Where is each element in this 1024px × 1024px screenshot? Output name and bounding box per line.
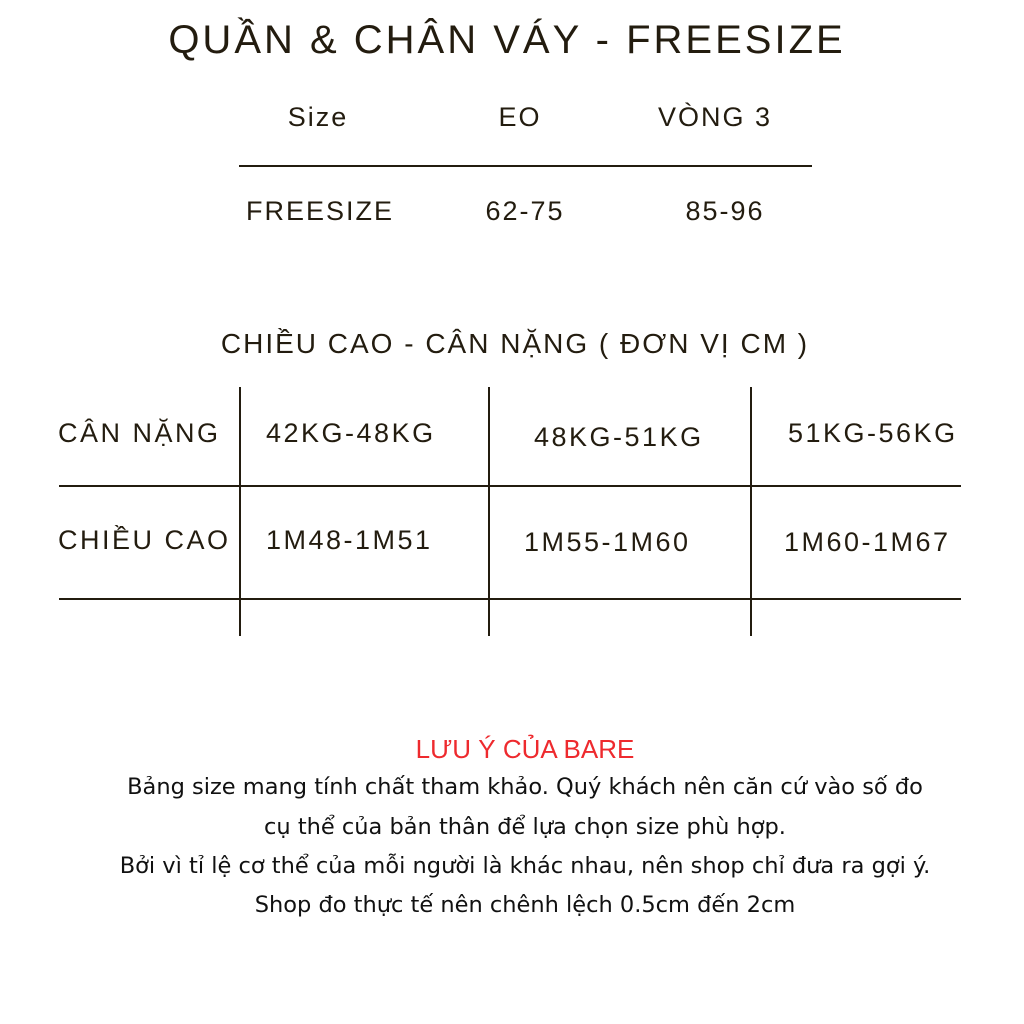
table-horizontal-line-1: [59, 485, 961, 487]
size-table-cell-size: FREESIZE: [245, 196, 395, 226]
note-line-2: cụ thể của bản thân để lựa chọn size phù hợp.: [264, 814, 786, 840]
size-table-cell-eo: 62-75: [485, 196, 565, 226]
height-cell-2: 1M55-1M60: [524, 527, 691, 557]
row-label-weight: CÂN NẶNG: [58, 418, 221, 448]
section-subtitle: CHIỀU CAO - CÂN NẶNG ( ĐƠN VỊ CM ): [220, 328, 810, 359]
size-table-header-size: Size: [287, 102, 349, 132]
note-line-4: Shop đo thực tế nên chênh lệch 0.5cm đến 2cm: [254, 892, 796, 918]
weight-cell-3: 51KG-56KG: [788, 418, 958, 448]
note-line-1: Bảng size mang tính chất tham khảo. Quý khách nên căn cứ vào số đo: [127, 774, 923, 800]
size-table-divider: [239, 165, 812, 167]
size-table-header-eo: EO: [498, 102, 542, 132]
table-horizontal-line-2: [59, 598, 961, 600]
weight-cell-2: 48KG-51KG: [534, 422, 704, 452]
page-title: QUẦN & CHÂN VÁY - FREESIZE: [168, 18, 846, 62]
size-table-cell-vong3: 85-96: [685, 196, 765, 226]
note-line-3: Bởi vì tỉ lệ cơ thể của mỗi người là khác nhau, nên shop chỉ đưa ra gợi ý.: [119, 853, 931, 879]
note-title: LƯU Ý CỦA BARE: [415, 734, 635, 764]
height-cell-3: 1M60-1M67: [784, 527, 951, 557]
weight-cell-1: 42KG-48KG: [266, 418, 436, 448]
size-table-header-vong3: VÒNG 3: [657, 102, 773, 132]
row-label-height: CHIỀU CAO: [58, 525, 231, 555]
height-cell-1: 1M48-1M51: [266, 525, 433, 555]
